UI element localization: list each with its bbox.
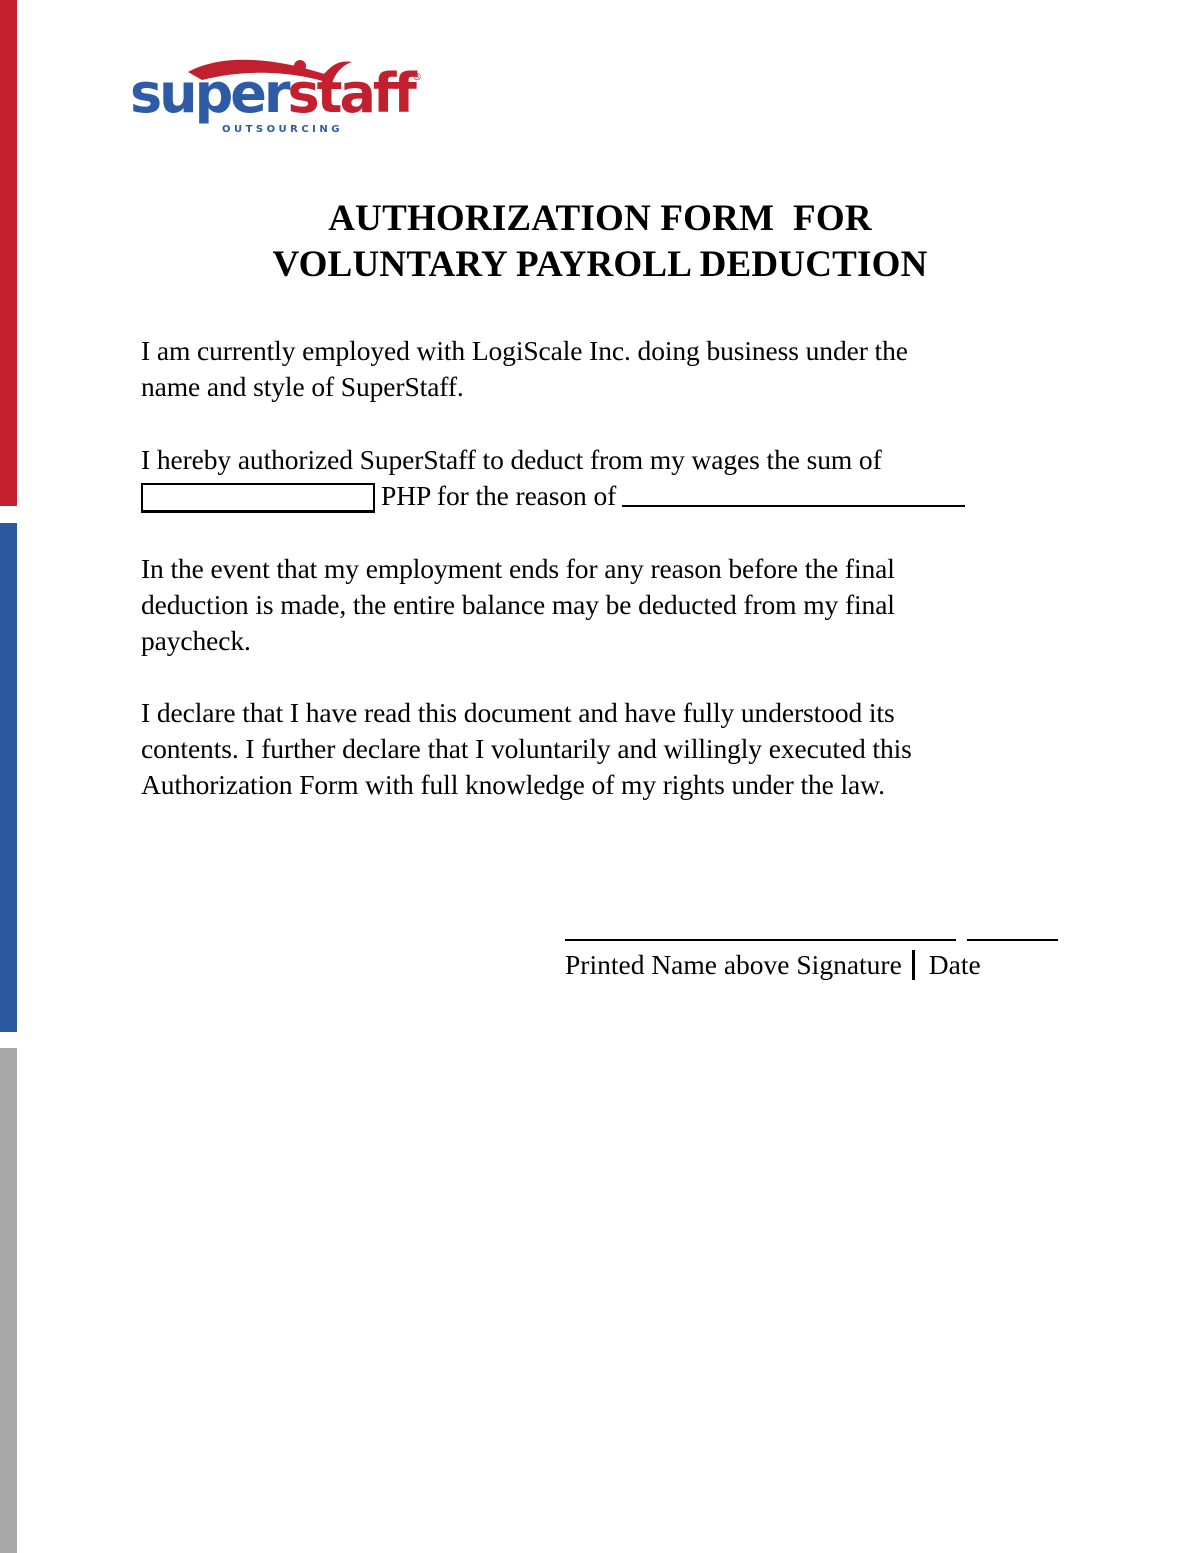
superstaff-logo [128,52,438,140]
title-line-2: VOLUNTARY PAYROLL DEDUCTION [272,244,928,285]
paragraph-line: contents. I further declare that I voluntarily and willingly executed this [141,733,912,764]
paragraph-line: I hereby authorized SuperStaff to deduct from my wages the sum of [141,444,882,475]
amount-reason-line [141,478,1061,514]
title-line-1: AUTHORIZATION FORM FOR [328,198,872,239]
paragraph-line: In the event that my employment ends for any reason before the final [141,553,895,584]
side-bar-gray [0,1048,17,1553]
logo-word-super: super [130,62,288,125]
logo-word-staff: staff [287,62,414,125]
amount-field[interactable] [141,483,375,513]
signature-labels [565,947,981,983]
logo-wordmark [130,62,417,125]
currency-reason-label: PHP for the reason of [381,480,617,511]
signature-line[interactable] [565,939,956,941]
paragraph-line: name and style of SuperStaff. [141,371,464,402]
paragraph-line: paycheck. [141,625,251,656]
employment-paragraph [141,333,1061,405]
logo-registered-mark: ® [412,72,422,83]
form-title [0,196,1200,288]
paragraph-line: deduction is made, the entire balance may be deducted from my final [141,589,895,620]
paragraph-line: Authorization Form with full knowledge of my rights under the law. [141,769,885,800]
signature-name-label: Printed Name above Signature [565,949,902,980]
signature-date-label: Date [928,949,981,980]
declaration-paragraph [141,695,1061,803]
paragraph-line: I am currently employed with LogiScale Inc. doing business under the [141,335,908,366]
logo-tagline: O U T S O U R C I N G [222,124,340,135]
authorization-paragraph [141,442,1061,514]
reason-field[interactable] [622,505,965,507]
side-bar-blue [0,523,17,1032]
termination-paragraph [141,551,1061,659]
signature-separator [912,950,915,980]
date-line[interactable] [967,939,1058,941]
paragraph-line: I declare that I have read this document and have fully understood its [141,697,895,728]
